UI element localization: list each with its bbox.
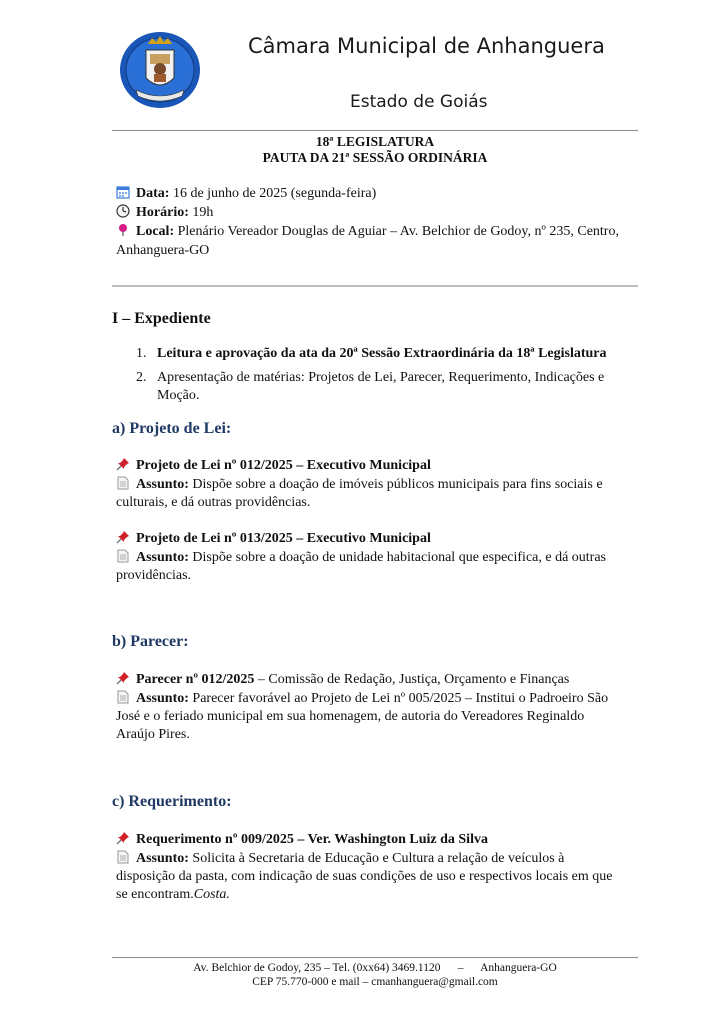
parecer-title-bold: Parecer nº 012/2025 bbox=[136, 672, 255, 687]
bill-subject bbox=[116, 549, 606, 567]
time-value: 19h bbox=[188, 205, 214, 220]
requerimento-subject-end: se encontram. bbox=[116, 887, 194, 902]
list-item-number: 2. bbox=[136, 370, 147, 385]
requerimento-title bbox=[116, 831, 488, 849]
footer-contact: CEP 75.770-000 e mail – cmanhanguera@gmail.com bbox=[252, 976, 498, 988]
parecer-subject-continued: José e o feriado municipal em sua homenagem, de autoria do Vereadores Reginaldo bbox=[116, 709, 585, 724]
place-line bbox=[116, 223, 619, 241]
requerimento-subject-italic: Costa. bbox=[193, 887, 230, 902]
agenda-title: PAUTA DA 21ª SESSÃO ORDINÁRIA bbox=[262, 150, 488, 165]
pushpin-icon bbox=[116, 530, 130, 544]
date-value: 16 de junho de 2025 (segunda-feira) bbox=[169, 186, 377, 201]
bill-title-text: Projeto de Lei nº 012/2025 – Executivo Municipal bbox=[136, 458, 431, 473]
bill-title bbox=[116, 457, 431, 475]
document-icon bbox=[116, 476, 130, 490]
subject-text: Dispõe sobre a doação de unidade habitacional que especifica, e dá outras bbox=[188, 550, 607, 565]
subject-label: Assunto: bbox=[136, 550, 189, 565]
date-line bbox=[116, 185, 376, 203]
requerimento-title-text: Requerimento nº 009/2025 – Ver. Washington Luiz da Silva bbox=[136, 832, 488, 847]
place-value: Plenário Vereador Douglas de Aguiar – Av. Belchior de Godoy, nº 235, Centro, bbox=[174, 224, 619, 239]
bill-subject bbox=[116, 476, 603, 494]
list-item bbox=[136, 369, 147, 387]
footer-address: Av. Belchior de Godoy, 235 – Tel. (0xx64) 3469.1120 – Anhanguera-GO bbox=[193, 962, 557, 974]
state-subtitle: Estado de Goiás bbox=[350, 92, 488, 112]
subject-text: Parecer favorável ao Projeto de Lei nº 005/2025 – Institui o Padroeiro São bbox=[188, 691, 609, 706]
parecer-heading: b) Parecer: bbox=[112, 633, 189, 650]
subject-label: Assunto: bbox=[136, 691, 189, 706]
subject-text: Solicita à Secretaria de Educação e Cultura a relação de veículos à bbox=[188, 851, 565, 866]
parecer-title-rest: – Comissão de Redação, Justiça, Orçamento e Finanças bbox=[254, 672, 570, 687]
footer-divider bbox=[112, 957, 638, 958]
place-line-continued: Anhanguera-GO bbox=[116, 243, 210, 258]
projeto-de-lei-heading: a) Projeto de Lei: bbox=[112, 420, 232, 437]
date-label: Data: bbox=[136, 186, 170, 201]
list-item-text: Leitura e aprovação da ata da 20ª Sessão Extraordinária da 18ª Legislatura bbox=[157, 346, 607, 361]
subject-text: Dispõe sobre a doação de imóveis públicos municipais para fins sociais e bbox=[188, 477, 603, 492]
bill-subject-continued: providências. bbox=[116, 568, 192, 583]
parecer-title bbox=[116, 671, 569, 689]
requerimento-subject bbox=[116, 850, 564, 868]
document-icon bbox=[116, 549, 130, 563]
clock-icon bbox=[116, 204, 130, 218]
legislature-label: 18ª LEGISLATURA bbox=[315, 134, 435, 149]
subject-label: Assunto: bbox=[136, 477, 189, 492]
bill-title bbox=[116, 530, 431, 548]
document-icon bbox=[116, 690, 130, 704]
parecer-subject bbox=[116, 690, 608, 708]
bill-subject-continued: culturais, e dá outras providências. bbox=[116, 495, 311, 510]
list-item-text-continued: Moção. bbox=[157, 388, 200, 403]
info-divider bbox=[112, 285, 638, 287]
requerimento-heading: c) Requerimento: bbox=[112, 793, 232, 810]
location-pin-icon bbox=[116, 223, 130, 237]
requerimento-subject-continued: disposição da pasta, com indicação de suas condições de uso e respectivos locais em que bbox=[116, 869, 613, 884]
expediente-heading: I – Expediente bbox=[112, 310, 211, 327]
calendar-icon bbox=[116, 185, 130, 199]
pushpin-icon bbox=[116, 457, 130, 471]
requerimento-subject-continued bbox=[116, 886, 230, 904]
time-line bbox=[116, 204, 213, 222]
list-item-number: 1. bbox=[136, 346, 147, 361]
municipal-seal-logo bbox=[118, 30, 202, 110]
document-icon bbox=[116, 850, 130, 864]
pushpin-icon bbox=[116, 831, 130, 845]
list-item-text: Apresentação de matérias: Projetos de Lei, Parecer, Requerimento, Indicações e bbox=[157, 370, 605, 385]
subject-label: Assunto: bbox=[136, 851, 189, 866]
time-label: Horário: bbox=[136, 205, 189, 220]
header-divider bbox=[112, 130, 638, 131]
council-name-title: Câmara Municipal de Anhanguera bbox=[248, 34, 605, 58]
bill-title-text: Projeto de Lei nº 013/2025 – Executivo Municipal bbox=[136, 531, 431, 546]
parecer-subject-continued: Araújo Pires. bbox=[116, 727, 190, 742]
place-label: Local: bbox=[136, 224, 175, 239]
list-item bbox=[136, 345, 147, 363]
pushpin-icon bbox=[116, 671, 130, 685]
